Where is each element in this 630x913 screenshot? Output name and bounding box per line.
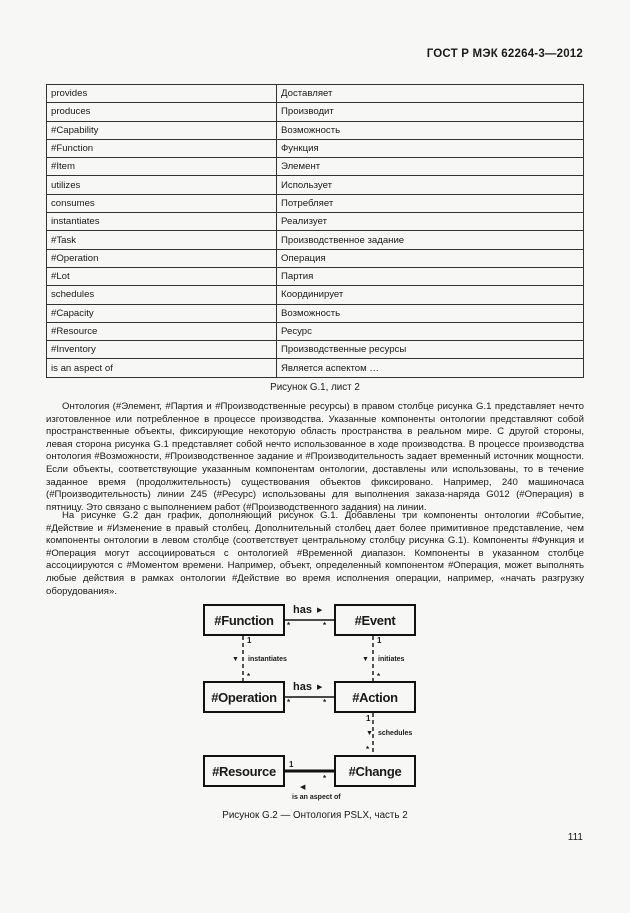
mult-change-sched: * — [366, 745, 370, 754]
term-russian: Возможность — [277, 304, 584, 322]
mult-action-sched: 1 — [366, 714, 371, 723]
term-russian: Элемент — [277, 158, 584, 176]
relation-is-aspect-of: is an aspect of — [292, 794, 341, 801]
document-id: ГОСТ Р МЭК 62264-3—2012 — [426, 48, 583, 60]
term-english: #Operation — [47, 249, 277, 267]
arrow-down-icon: ▼ — [366, 730, 373, 737]
term-english: instantiates — [47, 213, 277, 231]
figure-caption-g2: Рисунок G.2 — Онтология PSLX, часть 2 — [222, 810, 408, 821]
term-russian: Производит — [277, 103, 584, 121]
arrow-down-icon: ▼ — [362, 656, 369, 663]
term-russian: Реализует — [277, 213, 584, 231]
relation-schedules: schedules — [378, 730, 413, 737]
node-event: #Event — [334, 604, 416, 636]
figure-caption-g1: Рисунок G.1, лист 2 — [270, 382, 360, 393]
node-action: #Action — [334, 681, 416, 713]
mult-operation-inst: * — [247, 672, 251, 681]
term-russian: Потребляет — [277, 194, 584, 212]
term-russian: Использует — [277, 176, 584, 194]
term-english: schedules — [47, 286, 277, 304]
page-number: 111 — [567, 832, 583, 843]
term-english: #Capacity — [47, 304, 277, 322]
relation-instantiates: instantiates — [248, 656, 287, 663]
term-english: utilizes — [47, 176, 277, 194]
relation-has-middle: has — [293, 681, 312, 693]
term-russian: Производственные ресурсы — [277, 341, 584, 359]
term-english: #Capability — [47, 121, 277, 139]
relation-has-top: has — [293, 604, 312, 616]
node-resource: #Resource — [203, 755, 285, 787]
term-english: is an aspect of — [47, 359, 277, 377]
term-russian: Возможность — [277, 121, 584, 139]
term-russian: Ресурс — [277, 322, 584, 340]
term-russian: Партия — [277, 267, 584, 285]
term-english: #Inventory — [47, 341, 277, 359]
term-english: #Resource — [47, 322, 277, 340]
mult-change-aspect: * — [323, 774, 327, 783]
arrow-right-icon: ▶ — [317, 607, 323, 614]
term-russian: Является аспектом … — [277, 359, 584, 377]
node-function: #Function — [203, 604, 285, 636]
arrow-down-icon: ▼ — [232, 656, 239, 663]
term-english: consumes — [47, 194, 277, 212]
mult-operation-has: * — [287, 698, 291, 707]
term-russian: Доставляет — [277, 85, 584, 103]
relation-initiates: initiates — [378, 656, 405, 663]
term-russian: Функция — [277, 139, 584, 157]
term-russian: Координирует — [277, 286, 584, 304]
term-russian: Операция — [277, 249, 584, 267]
term-english: provides — [47, 85, 277, 103]
mult-event-has: * — [323, 621, 327, 630]
node-change: #Change — [334, 755, 416, 787]
mult-action-has: * — [323, 698, 327, 707]
paragraph-figure-g2-description: На рисунке G.2 дан график, дополняющий рисунок G.1. Добавлены три компоненты онтологии #Событие, #Действие и #Изменение в правый столбец. Дополнительный столбец дает более примитивное представление, чем компоненты онтологии в левом столбце (соответствует центральному столбцу рисунка G.1). Компоненты #Функция и #Операция могут ассоциироваться с онтологией #Временной диапазон. Компоненты в указанном столбце ассоциируются с #Моментом времени. Например, объект, определенный компонентом #Операция, может выполнять любые действия в рамках онтологии #Действие во время исполнения операции, например, «начать разгрузку оборудования». — [46, 510, 584, 597]
arrow-left-icon: ◀ — [300, 784, 306, 791]
term-english: #Lot — [47, 267, 277, 285]
mult-function-inst: 1 — [247, 636, 252, 645]
term-russian: Производственное задание — [277, 231, 584, 249]
mult-event-init: 1 — [377, 636, 382, 645]
arrow-right-icon: ▶ — [317, 684, 323, 691]
mult-function-has: * — [287, 621, 291, 630]
node-operation: #Operation — [203, 681, 285, 713]
paragraph-ontology-description: Онтология (#Элемент, #Партия и #Производственные ресурсы) в правом столбце рисунка G.1 представляет нечто изготовленное или потребленное в процессе производства. Указанные компоненты онтологии представляют собой пространственные объекты, фиксирующие некоторую область пространства в реальном мире. С другой стороны, левая сторона рисунка G.1 представляет собой нечто использованное в ходе производства. В процессе производства онтология #Возможности, #Производственное задание и #Производительность задает временный источник мощности. Если объекты, соответствующие указанным компонентам онтологии, доставлены или использованы, то в течение заданное время (продолжительность) существования объектов фиксировано. Например, 240 машиночаса (#Производительность) линии Z45 (#Ресурс) использованы для выполнения заказа-наряда G012 (#Операция) в пятницу. Это связано с выполнением работ (#Производственного задания) на линии. — [46, 401, 584, 513]
mult-resource-aspect: 1 — [289, 760, 294, 769]
term-english: #Item — [47, 158, 277, 176]
term-english: #Function — [47, 139, 277, 157]
term-english: produces — [47, 103, 277, 121]
mult-action-init: * — [377, 672, 381, 681]
term-english: #Task — [47, 231, 277, 249]
